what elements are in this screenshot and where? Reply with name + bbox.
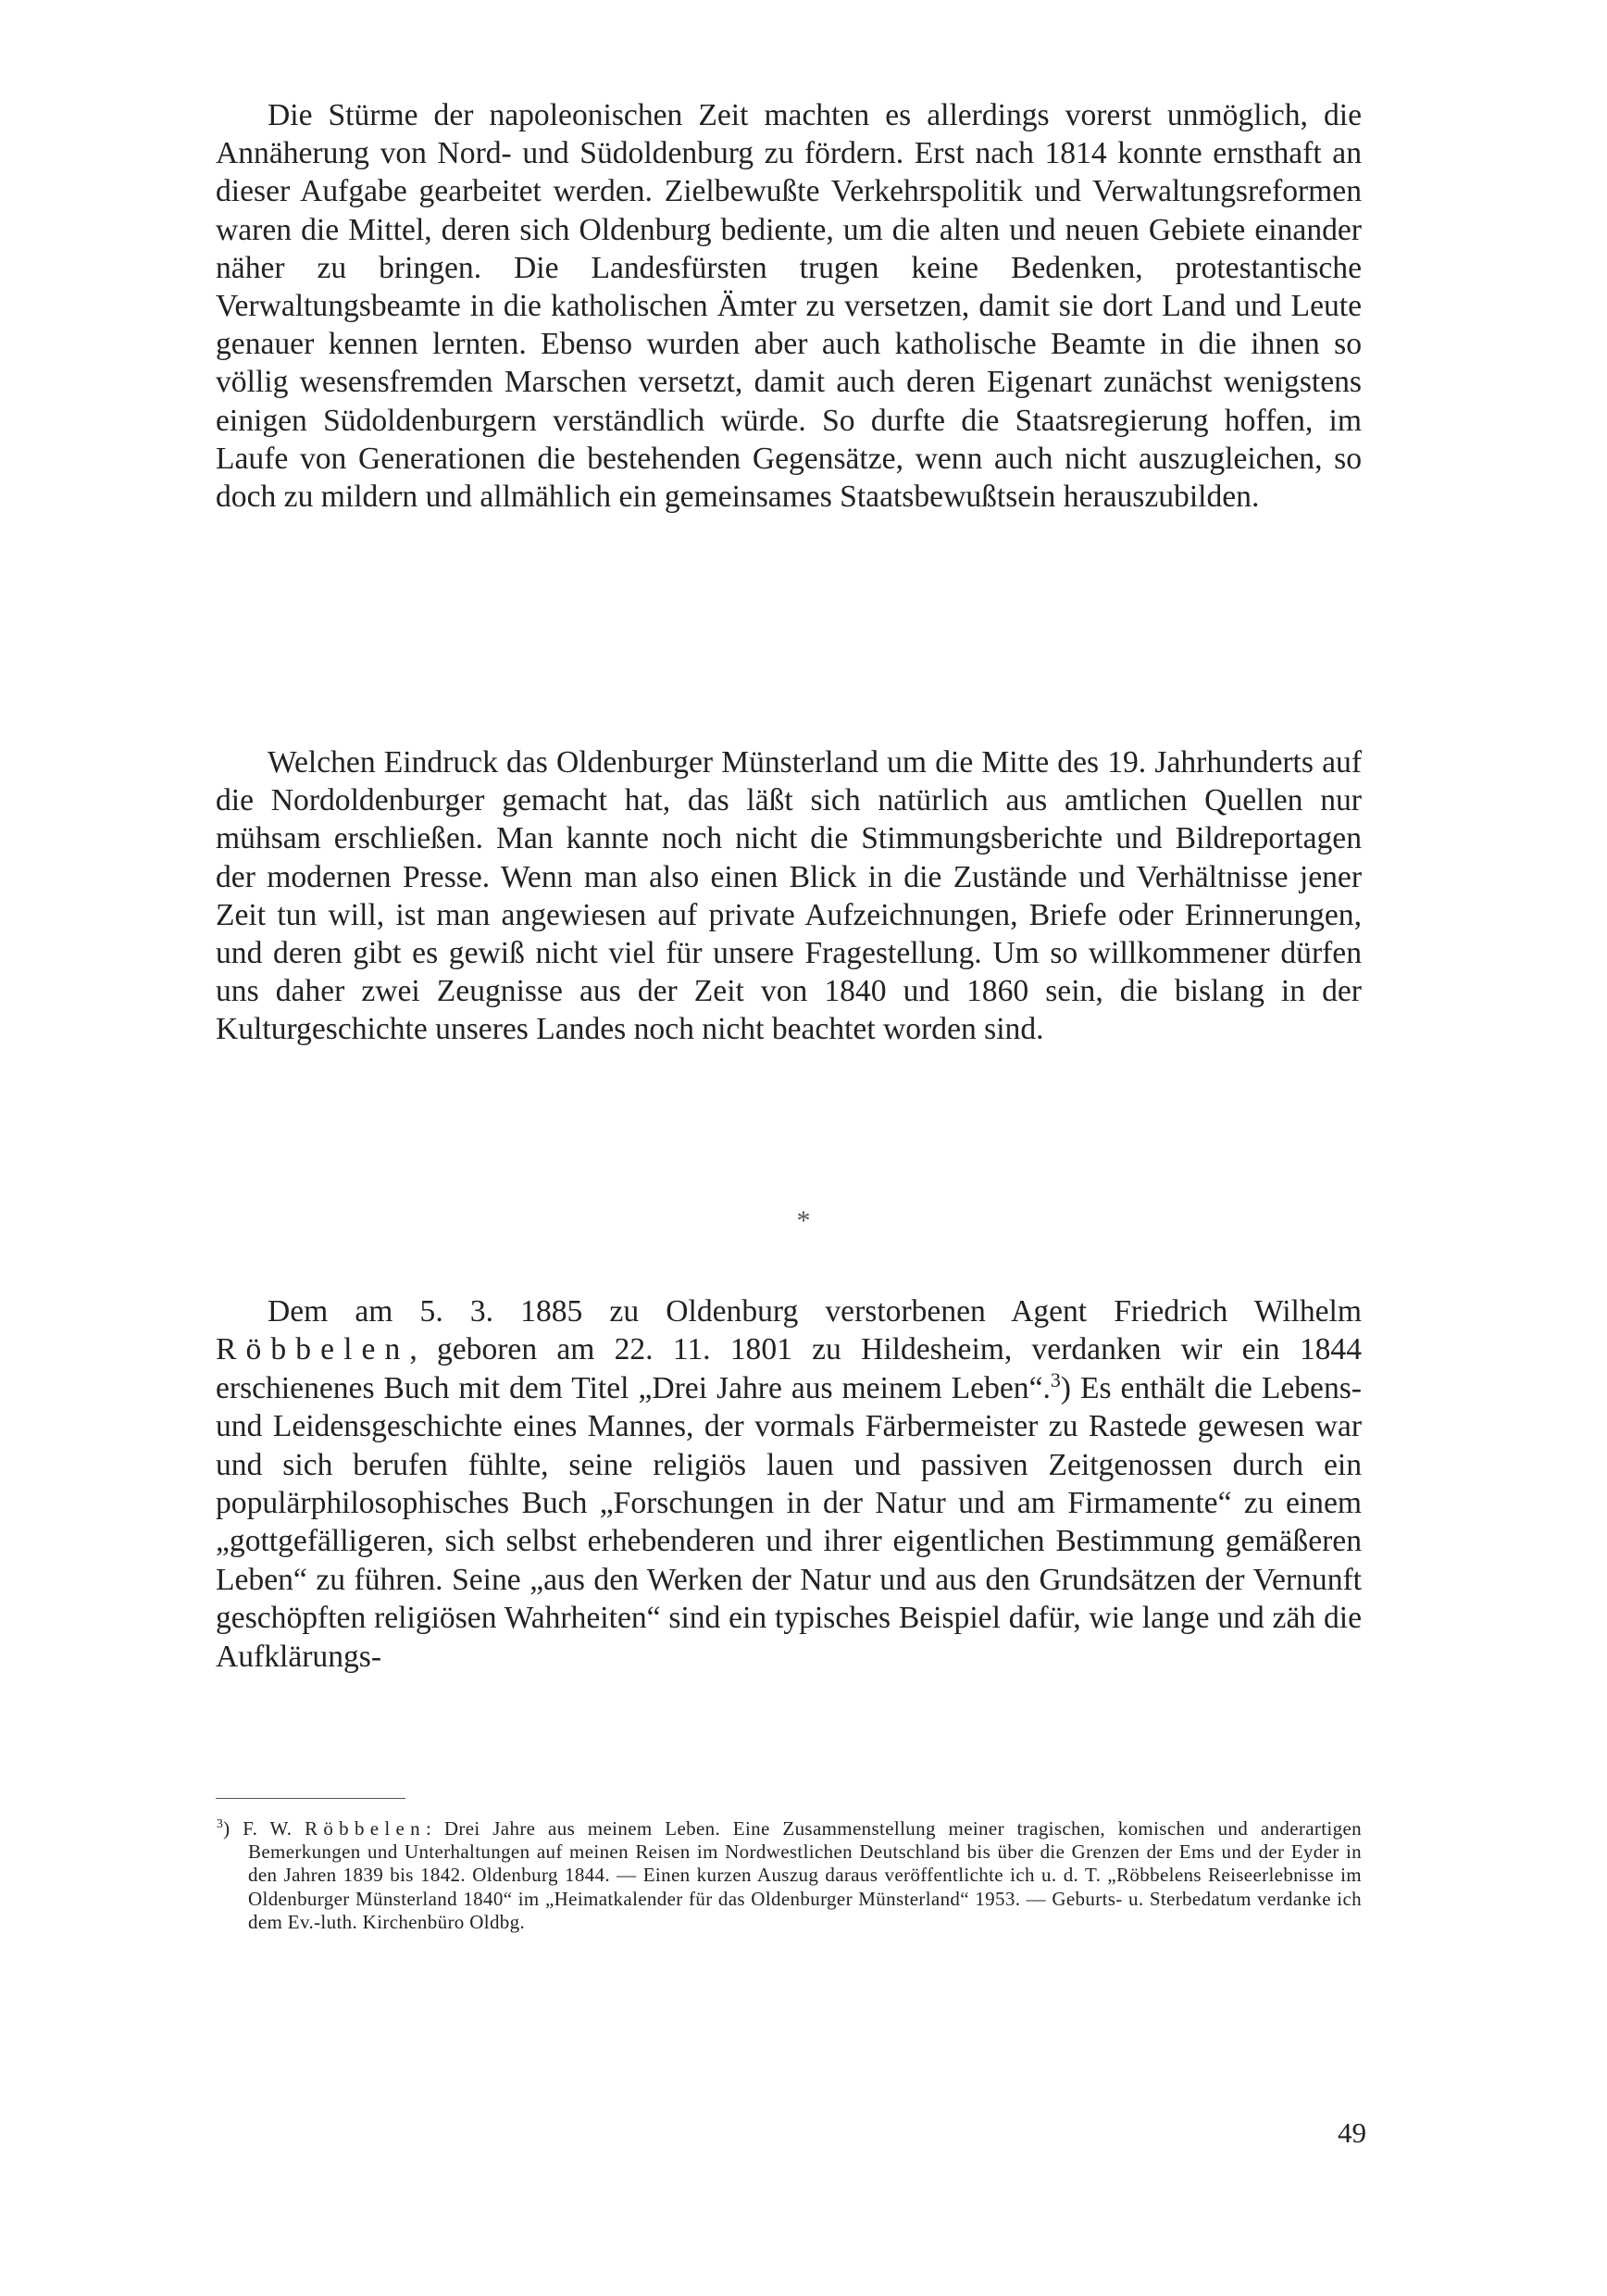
author-name-spaced: Röbbelen [216, 1332, 410, 1367]
footnote-author-initials: F. W. [243, 1817, 293, 1840]
footnote-author-name: Röbbelen [305, 1817, 426, 1840]
footnote-text: : Drei Jahre aus meinem Leben. Eine Zusammenstellung meiner tragischen, komischen und anderartigen Bemerkungen und Unterhaltungen auf meinen Reisen im Nordwestlichen Deutschland bis über die Grenzen der Ems und der Eyder in den Jahren 1839 bis 1842. Oldenburg 1844. — Einen kurzen Auszug daraus veröffentlichte ich u. d. T. „Röbbelens Reiseerlebnisse im Oldenburger Münsterland 1840“ im „Heimatkalender für das Oldenburger Münsterland“ 1953. — Geburts- u. Sterbedatum verdanke ich dem Ev.-luth. Kirchenbüro Oldbg. [248, 1817, 1362, 1933]
paragraph-roebbelen [216, 1292, 1362, 1676]
paragraph-roebbelen-text-mid: , geboren am 22. 11. 1801 zu Hildesheim, verdanken wir ein 1844 erschienenes Buch mit dem Titel „Drei Jahre aus meinem Leben“. [216, 1332, 1362, 1405]
footnote-marker-close: ) [223, 1817, 230, 1840]
paragraph-napoleonic-era: Die Stürme der napoleonischen Zeit machten es allerdings vorerst unmöglich, die Annäherung von Nord- und Südoldenburg zu fördern. Erst nach 1814 konnte ernsthaft an dieser Aufgabe gearbeitet werden. Zielbewußte Verkehrspolitik und Verwaltungsreformen waren die Mittel, deren sich Oldenburg bediente, um die alten und neuen Gebiete einander näher zu bringen. Die Landesfürsten trugen keine Bedenken, protestantische Verwaltungsbeamte in die katholischen Ämter zu versetzen, damit sie dort Land und Leute genauer kennen lernten. Ebenso wurden aber auch katholische Beamte in die ihnen so völlig wesensfremden Marschen versetzt, damit auch deren Eigenart zunächst wenigstens einigen Südoldenburgern verständlich würde. So durfte die Staatsregierung hoffen, im Laufe von Generationen die bestehenden Gegensätze, wenn auch nicht auszugleichen, so doch zu mildern und allmählich ein gemeinsames Staatsbewußtsein herauszubilden. [216, 98, 1362, 515]
footnote-3 [217, 1816, 1362, 1934]
paragraph-roebbelen-text-end: ) Es enthält die Lebens- und Leidensgeschichte eines Mannes, der vormals Färbermeister zu Rastede gewesen war und sich berufen fühlte, seine religiös lauen und passiven Zeitgenossen durch ein populärphilosophisches Buch „Forschungen in der Natur und am Firmamente“ zu einem „gottgefälligeren, sich selbst erhebenderen und ihrer eigentlichen Bestimmung gemäßeren Leben“ zu führen. Seine „aus den Werken der Natur und aus den Grundsätzen der Vernunft geschöpften religiösen Wahrheiten“ sind ein typisches Beispiel dafür, wie lange und zäh die Aufklärungs- [216, 1370, 1362, 1674]
footnote-reference[interactable]: 3 [1050, 1368, 1061, 1391]
section-divider-asterisk: * [796, 1205, 811, 1236]
paragraph-roebbelen-text-start: Dem am 5. 3. 1885 zu Oldenburg verstorbenen Agent Friedrich Wilhelm [268, 1294, 1362, 1329]
footnote-marker: 3 [217, 1816, 224, 1830]
footnote-separator-rule [216, 1798, 405, 1799]
page-number: 49 [1338, 2116, 1366, 2149]
paragraph-muensterland-impression: Welchen Eindruck das Oldenburger Münsterland um die Mitte des 19. Jahrhunderts auf die Nordoldenburger gemacht hat, das läßt sich natürlich aus amtlichen Quellen nur mühsam erschließen. Man kannte noch nicht die Stimmungsberichte und Bildreportagen der modernen Presse. Wenn man also einen Blick in die Zustände und Verhältnisse jener Zeit tun will, ist man angewiesen auf private Aufzeichnungen, Briefe oder Erinnerungen, und deren gibt es gewiß nicht viel für unsere Fragestellung. Um so willkommener dürfen uns daher zwei Zeugnisse aus der Zeit von 1840 und 1860 sein, die bislang in der Kulturgeschichte unseres Landes noch nicht beachtet worden sind. [216, 745, 1362, 1047]
